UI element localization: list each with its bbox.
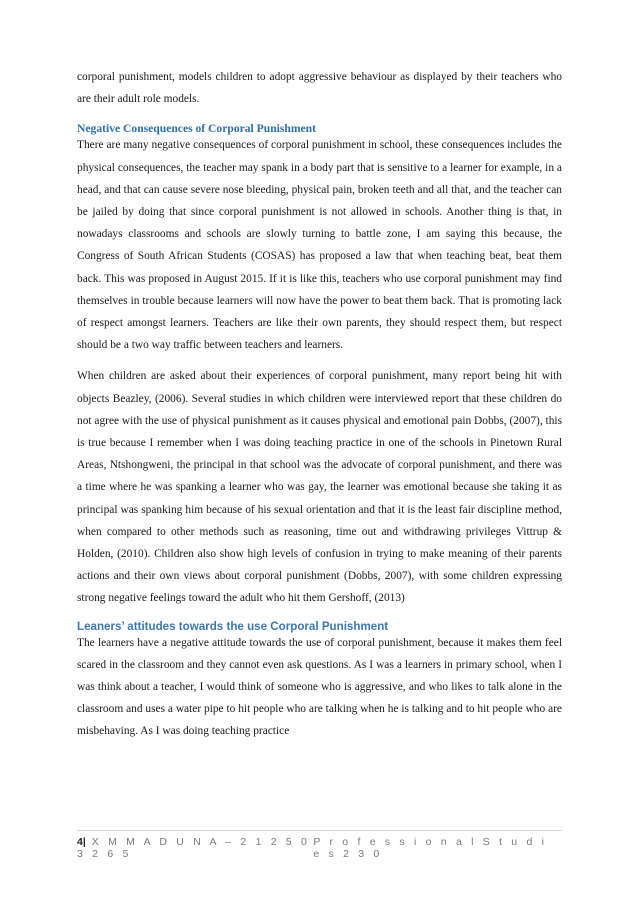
heading-negative-consequences: Negative Consequences of Corporal Punishment — [77, 122, 316, 136]
document-page — [77, 66, 562, 743]
paragraph-learners-attitudes: The learners have a negative attitude towards the use of corporal punishment, because it makes them feel scared in the classroom and they cannot even ask questions. As I was a learners in primary school, when I was think about a teacher, I would think of someone who is aggressive, and who likes to talk alone in the classroom and uses a water pipe to hit people who are talking when he is talking and to hit people who are misbehaving. As I was doing teaching practice — [77, 636, 562, 738]
heading-learners-attitudes: Leaners’ attitudes towards the use Corporal Punishment — [77, 619, 389, 633]
footer-separator: | — [82, 836, 86, 848]
footer-left — [77, 836, 313, 860]
footer-author: X M M A D U N A – 2 1 2 5 0 3 2 6 5 — [77, 836, 311, 860]
paragraph-negative-consequences: There are many negative consequences of corporal punishment in school, these consequences includes the physical consequences, the teacher may spank in a body part that is sensitive to a learner for example, in a head, and that can cause severe nose bleeding, physical pain, broken teeth and all that, and the teacher can be jailed by doing that since corporal punishment is not allowed in schools. Another thing is that, in nowadays classrooms and schools are slowly turning to battle zone, I am saying this because, the Congress of South African Students (COSAS) has proposed a law that when teaching beat, beat them back. This was proposed in August 2015. If it is like this, teachers who use corporal punishment may find themselves in trouble because learners will now have the power to beat them back. That is promoting lack of respect amongst learners. Teachers are like their own parents, they should respect them, but respect should be a two way traffic between teachers and learners. — [77, 139, 562, 352]
page-number: 4 — [77, 836, 83, 848]
paragraph-intro: corporal punishment, models children to adopt aggressive behaviour as displayed by their teachers who are their adult role models. — [77, 71, 562, 106]
page-footer — [77, 830, 562, 860]
footer-course: P r o f e s s i o n a l S t u d i e s 2 3 0 — [313, 836, 548, 860]
paragraph-children-experiences: When children are asked about their experiences of corporal punishment, many report being hit with objects Beazley, (2006). Several studies in which children were interviewed report that these children do not agree with the use of physical punishment as it causes physical and emotional pain Dobbs, (2007), this is true because I remember when I was doing teaching practice in one of the schools in Pinetown Rural Areas, Ntshongweni, the principal in that school was the advocate of corporal punishment, and there was a time where he was spanking a learner who was gay, the learner was emotional because she taking it as principal was spanking him because of his sexual orientation and that it is the least fair discipline method, when compared to other methods such as reasoning, time out and withdrawing privileges Vittrup & Holden, (2010). Children also show high levels of confusion in trying to make meaning of their parents actions and their own views about corporal punishment (Dobbs, 2007), with some children expressing strong negative feelings toward the adult who hit them Gershoff, (2013) — [77, 370, 562, 605]
